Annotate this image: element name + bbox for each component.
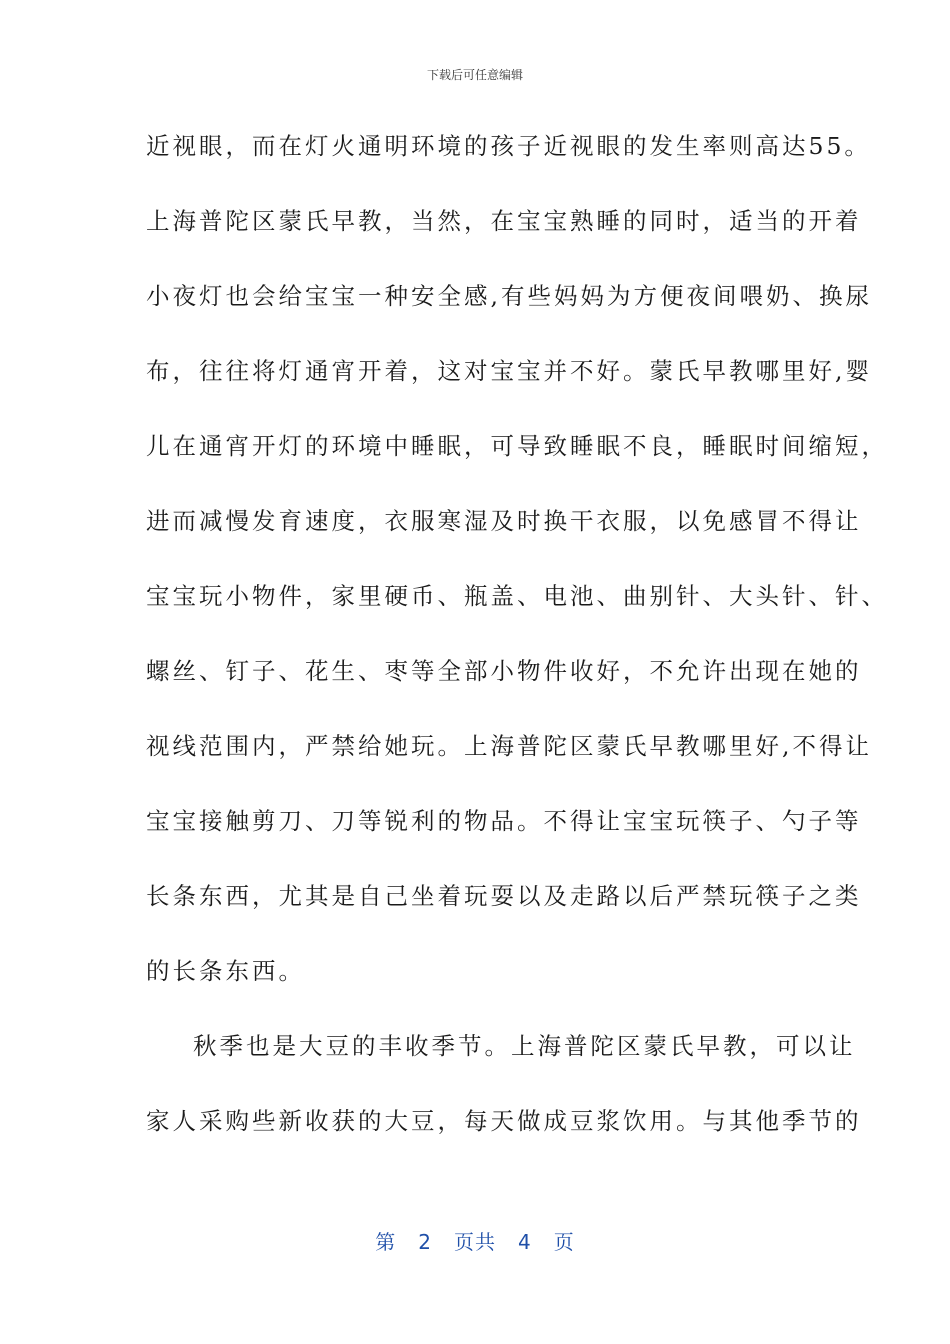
footer-prefix: 第 [375, 1230, 397, 1254]
text-line: 布，往往将灯通宵开着，这对宝宝并不好。蒙氏早教哪里好,婴 [146, 357, 872, 385]
text-line: 进而减慢发育速度，衣服寒湿及时换干衣服，以免感冒不得让 [146, 507, 862, 535]
text-line: 宝宝接触剪刀、刀等锐利的物品。不得让宝宝玩筷子、勺子等 [146, 807, 862, 835]
page-header-note: 下载后可任意编辑 [426, 68, 523, 82]
text-line: 宝宝玩小物件，家里硬币、瓶盖、电池、曲别针、大头针、针、 [146, 582, 888, 610]
text-line: 小夜灯也会给宝宝一种安全感,有些妈妈为方便夜间喂奶、换尿 [146, 282, 872, 310]
footer-suffix: 页 [553, 1230, 575, 1254]
footer-total-pages: 4 [518, 1230, 532, 1254]
text-line: 儿在通宵开灯的环境中睡眠，可导致睡眠不良，睡眠时间缩短， [146, 432, 888, 460]
text-line: 长条东西，尤其是自己坐着玩耍以及走路以后严禁玩筷子之类 [146, 882, 862, 910]
text-line: 螺丝、钉子、花生、枣等全部小物件收好，不允许出现在她的 [146, 657, 862, 685]
page-footer [0, 1226, 950, 1255]
document-body [146, 126, 888, 1176]
text-line: 视线范围内，严禁给她玩。上海普陀区蒙氏早教哪里好,不得让 [146, 732, 872, 760]
text-line: 近视眼，而在灯火通明环境的孩子近视眼的发生率则高达55。 [146, 132, 871, 160]
text-line: 家人采购些新收获的大豆，每天做成豆浆饮用。与其他季节的 [146, 1107, 862, 1135]
text-line: 上海普陀区蒙氏早教，当然，在宝宝熟睡的同时，适当的开着 [146, 207, 862, 235]
text-line: 的长条东西。 [146, 957, 305, 985]
footer-middle: 页共 [454, 1230, 496, 1254]
text-line-indented: 秋季也是大豆的丰收季节。上海普陀区蒙氏早教，可以让 [193, 1032, 856, 1060]
footer-page-number: 2 [418, 1230, 432, 1254]
